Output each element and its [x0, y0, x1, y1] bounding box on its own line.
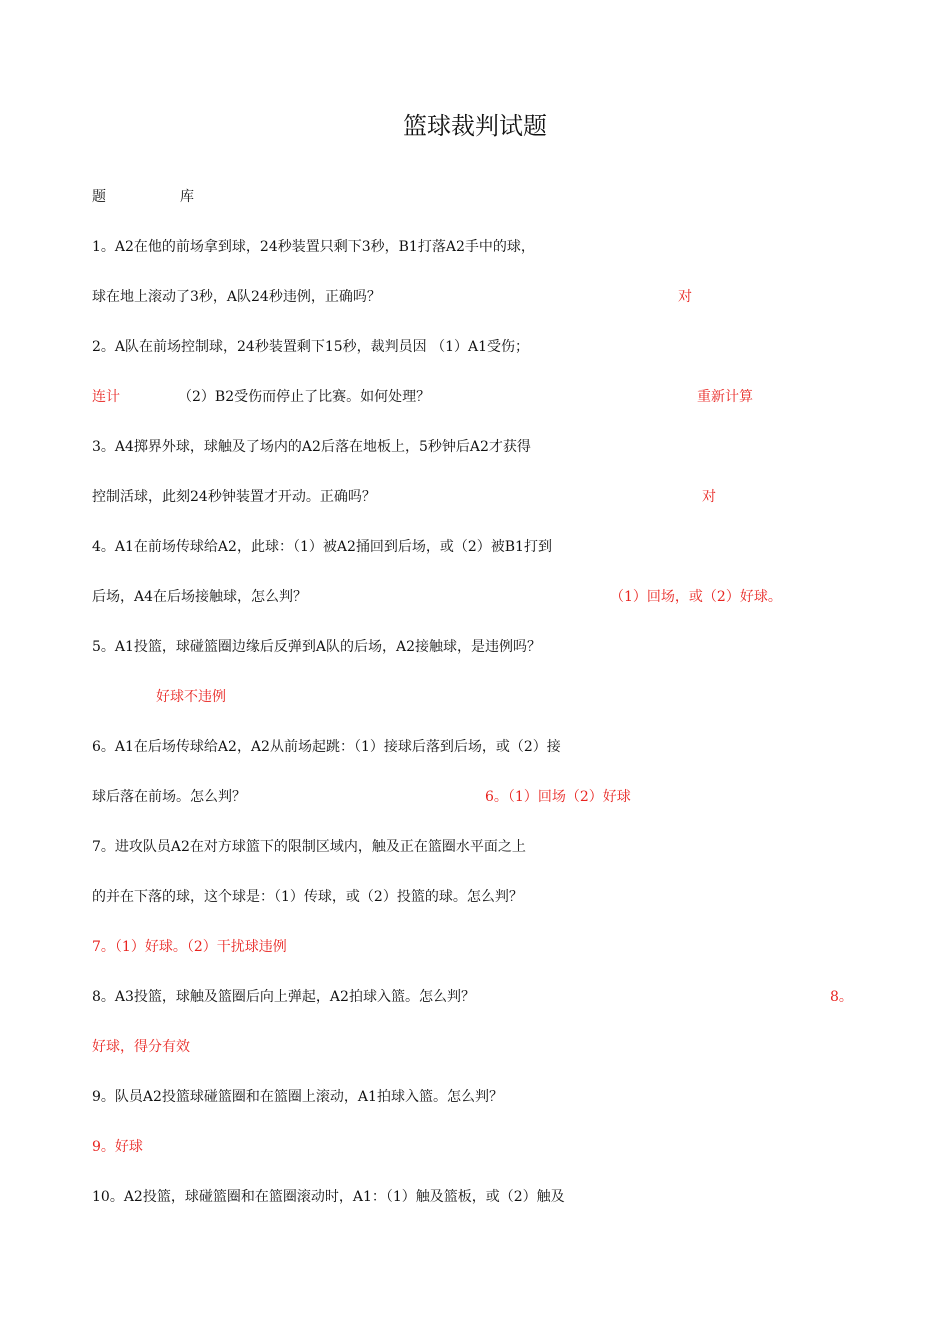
answer-5: 好球不违例: [156, 689, 226, 705]
question-3-text: 控制活球，此刻24秒钟装置才开动。正确吗？: [92, 489, 376, 505]
answer-7: 7。（1）好球。（2）干扰球违例: [92, 939, 287, 955]
question-8-text: 8。A3投篮，球触及篮圈后向上弹起，A2拍球入篮。怎么判？: [92, 989, 475, 1005]
question-1-line-1: 1。A2在他的前场拿到球，24秒装置只剩下3秒，B1打落A2手中的球，: [92, 239, 535, 255]
bank-heading-char-1: 题: [92, 189, 106, 205]
question-5-line-1: 5。A1投篮，球碰篮圈边缘后反弹到A队的后场，A2接触球，是违例吗？: [92, 639, 542, 655]
answer-8: 好球，得分有效: [92, 1039, 190, 1055]
answer-3: 对: [702, 489, 716, 505]
question-1-text: 球在地上滚动了3秒，A队24秒违例，正确吗？: [92, 289, 381, 305]
answer-2-part-1: 连计: [92, 389, 120, 405]
answer-4: （1）回场，或（2）好球。: [610, 589, 782, 605]
document-title: 篮球裁判试题: [403, 112, 547, 140]
question-1-line-2: [92, 281, 882, 313]
question-2-text: （2）B2受伤而停止了比赛。如何处理？: [178, 389, 431, 405]
answer-6: 6。（1）回场（2）好球: [485, 789, 631, 805]
question-3-line-2: [92, 481, 882, 513]
question-8-line-1: [92, 981, 882, 1013]
question-4-line-1: 4。A1在前场传球给A2，此球：（1）被A2捅回到后场，或（2）被B1打到: [92, 539, 552, 555]
question-3-line-1: 3。A4掷界外球，球触及了场内的A2后落在地板上，5秒钟后A2才获得: [92, 439, 531, 455]
question-6-text: 球后落在前场。怎么判？: [92, 789, 246, 805]
question-10-line-1: 10。A2投篮，球碰篮圈和在篮圈滚动时，A1：（1）触及篮板，或（2）触及: [92, 1189, 565, 1205]
answer-9: 9。好球: [92, 1139, 143, 1155]
question-7-line-2: 的并在下落的球，这个球是：（1）传球，或（2）投篮的球。怎么判？: [92, 889, 523, 905]
question-7-line-1: 7。进攻队员A2在对方球篮下的限制区域内，触及正在篮圈水平面之上: [92, 839, 526, 855]
answer-2-part-2: 重新计算: [697, 389, 753, 405]
question-6-line-2: [92, 781, 882, 813]
question-4-line-2: [92, 581, 882, 613]
question-9-line-1: 9。队员A2投篮球碰篮圈和在篮圈上滚动，A1拍球入篮。怎么判？: [92, 1089, 503, 1105]
bank-heading-char-2: 库: [180, 189, 194, 205]
answer-8-number: 8。: [830, 989, 853, 1005]
question-2-line-1: 2。A队在前场控制球，24秒装置剩下15秒，裁判员因 （1）A1受伤；: [92, 339, 530, 355]
question-4-text: 后场，A4在后场接触球，怎么判？: [92, 589, 308, 605]
answer-1: 对: [678, 289, 692, 305]
question-6-line-1: 6。A1在后场传球给A2，A2从前场起跳：（1）接球后落到后场，或（2）接: [92, 739, 561, 755]
